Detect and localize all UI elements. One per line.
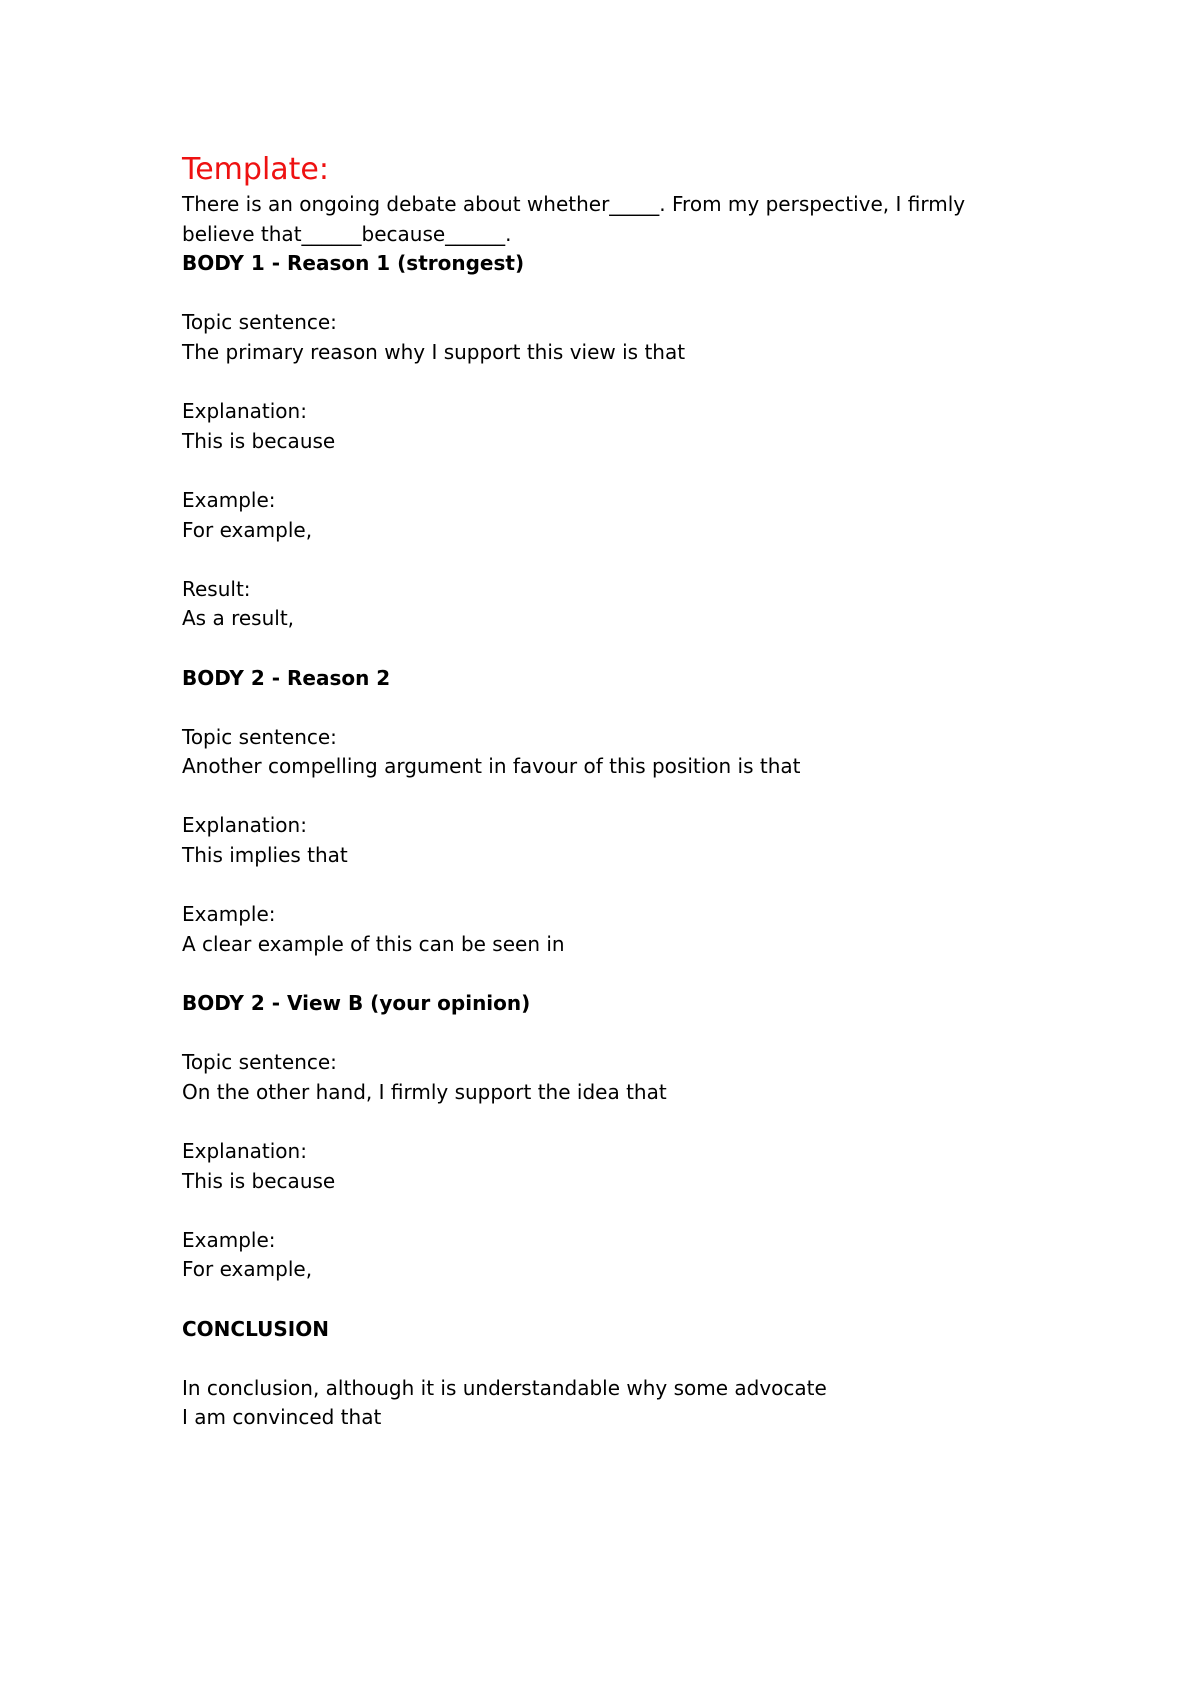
document-title: Template: (182, 152, 329, 187)
spacer (182, 1107, 1062, 1137)
body2-topic-label: Topic sentence: (182, 724, 337, 749)
spacer (182, 368, 1062, 398)
document-page (182, 150, 1062, 1433)
body1-explanation-text: This is because (182, 428, 336, 453)
body3-example-text: For example, (182, 1257, 313, 1282)
spacer (182, 693, 1062, 723)
spacer (182, 634, 1062, 664)
body2-explanation-label: Explanation: (182, 813, 307, 838)
body2-topic-text: Another compelling argument in favour of this position is that (182, 754, 801, 779)
body1-explanation-label: Explanation: (182, 399, 307, 424)
conclusion-heading: CONCLUSION (182, 1316, 329, 1341)
body1-result-label: Result: (182, 576, 251, 601)
spacer (182, 1019, 1062, 1049)
body3-topic-text: On the other hand, I firmly support the idea that (182, 1079, 667, 1104)
spacer (182, 1344, 1062, 1374)
body1-topic-text: The primary reason why I support this view is that (182, 339, 686, 364)
body3-heading: BODY 2 - View B (your opinion) (182, 991, 531, 1016)
intro-line-2: believe that______because______. (182, 221, 512, 246)
spacer (182, 545, 1062, 575)
spacer (182, 782, 1062, 812)
body2-heading: BODY 2 - Reason 2 (182, 665, 391, 690)
intro-line-1: There is an ongoing debate about whether_____. From my perspective, I firmly (182, 192, 966, 216)
body1-topic-label: Topic sentence: (182, 310, 337, 335)
body1-result-text: As a result, (182, 606, 295, 631)
body3-explanation-text: This is because (182, 1168, 336, 1193)
body3-example-label: Example: (182, 1227, 276, 1252)
body3-explanation-label: Explanation: (182, 1139, 307, 1163)
body1-heading: BODY 1 - Reason 1 (strongest) (182, 251, 525, 276)
body1-example-text: For example, (182, 517, 313, 542)
spacer (182, 959, 1062, 989)
body2-example-label: Example: (182, 902, 276, 927)
body1-example-label: Example: (182, 487, 276, 512)
body3-topic-label: Topic sentence: (182, 1050, 337, 1075)
conclusion-line-1: In conclusion, although it is understandable why some advocate (182, 1375, 827, 1400)
spacer (182, 279, 1062, 309)
spacer (182, 456, 1062, 486)
body2-explanation-text: This implies that (182, 843, 348, 868)
body2-example-text: A clear example of this can be seen in (182, 931, 565, 956)
spacer (182, 1196, 1062, 1226)
conclusion-line-2: I am convinced that (182, 1405, 382, 1430)
spacer (182, 1285, 1062, 1315)
spacer (182, 871, 1062, 901)
